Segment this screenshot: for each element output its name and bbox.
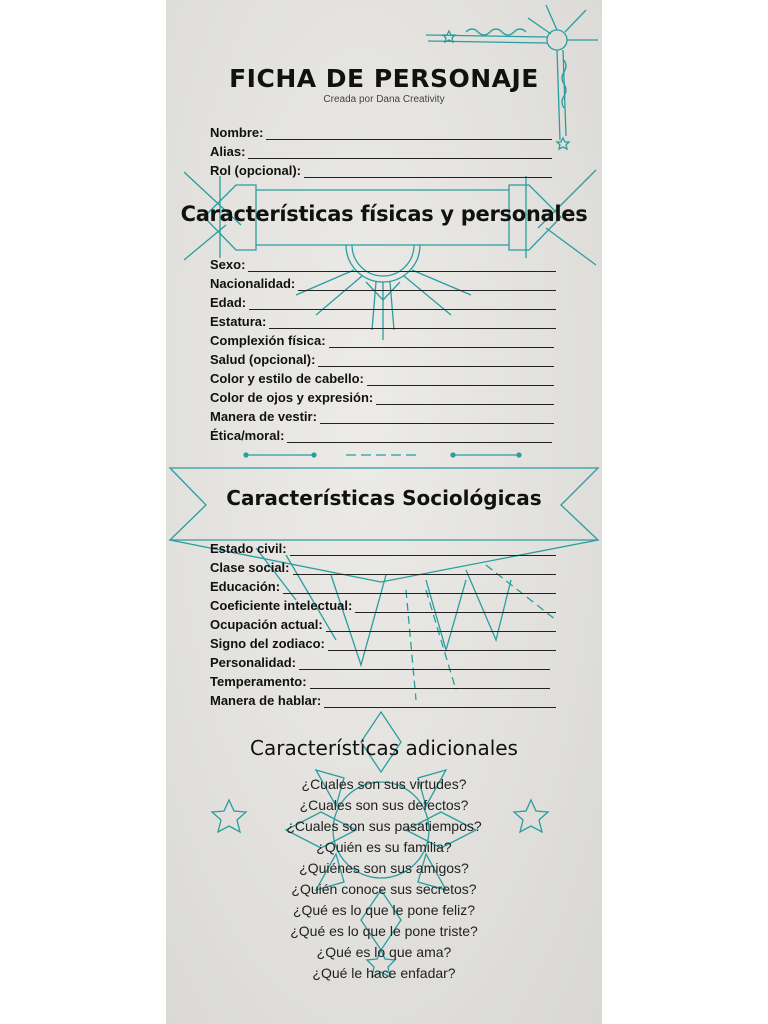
field-label: Estatura: bbox=[210, 314, 267, 329]
field-label: Manera de hablar: bbox=[210, 693, 322, 708]
field-label: Edad: bbox=[210, 295, 247, 310]
field-line[interactable] bbox=[299, 657, 550, 670]
star-icon bbox=[443, 31, 455, 42]
field-personalidad[interactable] bbox=[210, 652, 550, 670]
field-educacion[interactable] bbox=[210, 576, 556, 594]
field-label: Personalidad: bbox=[210, 655, 296, 670]
field-label: Complexión física: bbox=[210, 333, 326, 348]
star-icon bbox=[557, 138, 569, 149]
field-label: Color de ojos y expresión: bbox=[210, 390, 374, 405]
question-item: ¿Qué es lo que ama? bbox=[316, 944, 452, 960]
section-title-sociological: Características Sociológicas bbox=[226, 486, 542, 510]
question-item: ¿Quiénes son sus amigos? bbox=[299, 860, 469, 876]
field-line[interactable] bbox=[283, 581, 556, 594]
question-item: ¿Quién es su familia? bbox=[316, 839, 452, 855]
field-label: Alias: bbox=[210, 144, 246, 159]
field-label: Color y estilo de cabello: bbox=[210, 371, 364, 386]
field-line[interactable] bbox=[266, 127, 552, 140]
field-line[interactable] bbox=[248, 259, 556, 272]
field-ocupacion[interactable] bbox=[210, 614, 556, 632]
field-salud[interactable] bbox=[210, 349, 554, 367]
field-label: Clase social: bbox=[210, 560, 290, 575]
field-label: Nombre: bbox=[210, 125, 264, 140]
question-item: ¿Qué es lo que le pone triste? bbox=[290, 923, 478, 939]
field-line[interactable] bbox=[298, 278, 556, 291]
field-label: Nacionalidad: bbox=[210, 276, 296, 291]
field-cabello[interactable] bbox=[210, 368, 554, 386]
question-item: ¿Cuales son sus defectos? bbox=[299, 797, 469, 813]
field-estado-civil[interactable] bbox=[210, 538, 556, 556]
field-ojos[interactable] bbox=[210, 387, 554, 405]
field-line[interactable] bbox=[248, 146, 552, 159]
field-line[interactable] bbox=[269, 316, 556, 329]
field-line[interactable] bbox=[304, 165, 552, 178]
field-line[interactable] bbox=[310, 676, 550, 689]
field-edad[interactable] bbox=[210, 292, 556, 310]
field-line[interactable] bbox=[329, 335, 554, 348]
field-label: Estado civil: bbox=[210, 541, 287, 556]
field-line[interactable] bbox=[287, 430, 552, 443]
field-line[interactable] bbox=[320, 411, 554, 424]
page-title: FICHA DE PERSONAJE bbox=[229, 64, 539, 93]
field-line[interactable] bbox=[328, 638, 556, 651]
field-line[interactable] bbox=[293, 562, 557, 575]
page-subtitle: Creada por Dana Creativity bbox=[323, 94, 445, 105]
field-label: Rol (opcional): bbox=[210, 163, 301, 178]
field-line[interactable] bbox=[355, 600, 556, 613]
field-vestir[interactable] bbox=[210, 406, 554, 424]
question-item: ¿Cuales son sus virtudes? bbox=[301, 776, 467, 792]
field-complexion[interactable] bbox=[210, 330, 554, 348]
field-line[interactable] bbox=[376, 392, 554, 405]
field-line[interactable] bbox=[249, 297, 556, 310]
field-clase-social[interactable] bbox=[210, 557, 556, 575]
section-title-additional: Características adicionales bbox=[250, 736, 518, 760]
question-item: ¿Quién conoce sus secretos? bbox=[291, 881, 477, 897]
field-label: Coeficiente intelectual: bbox=[210, 598, 353, 613]
field-label: Signo del zodiaco: bbox=[210, 636, 325, 651]
field-nacionalidad[interactable] bbox=[210, 273, 556, 291]
field-label: Sexo: bbox=[210, 257, 246, 272]
field-line[interactable] bbox=[367, 373, 554, 386]
field-signo[interactable] bbox=[210, 633, 556, 651]
field-rol[interactable] bbox=[210, 160, 552, 178]
question-item: ¿Qué le hace enfadar? bbox=[312, 965, 456, 981]
field-label: Manera de vestir: bbox=[210, 409, 317, 424]
field-label: Temperamento: bbox=[210, 674, 307, 689]
section-divider bbox=[244, 453, 521, 457]
section-title-physical: Características físicas y personales bbox=[180, 202, 588, 226]
field-temperamento[interactable] bbox=[210, 671, 550, 689]
field-etica[interactable] bbox=[210, 425, 552, 443]
question-item: ¿Qué es lo que le pone feliz? bbox=[292, 902, 476, 918]
field-line[interactable] bbox=[318, 354, 554, 367]
field-label: Ocupación actual: bbox=[210, 617, 323, 632]
field-line[interactable] bbox=[324, 695, 556, 708]
field-sexo[interactable] bbox=[210, 254, 556, 272]
field-label: Ética/moral: bbox=[210, 428, 285, 443]
question-item: ¿Cuales son sus pasatiempos? bbox=[286, 818, 482, 834]
field-estatura[interactable] bbox=[210, 311, 556, 329]
field-alias[interactable] bbox=[210, 141, 552, 159]
field-line[interactable] bbox=[326, 619, 556, 632]
field-nombre[interactable] bbox=[210, 122, 552, 140]
field-label: Educación: bbox=[210, 579, 281, 594]
field-line[interactable] bbox=[290, 543, 556, 556]
field-label: Salud (opcional): bbox=[210, 352, 316, 367]
field-manera-hablar[interactable] bbox=[210, 690, 556, 708]
character-sheet bbox=[166, 0, 602, 1024]
field-coeficiente[interactable] bbox=[210, 595, 556, 613]
